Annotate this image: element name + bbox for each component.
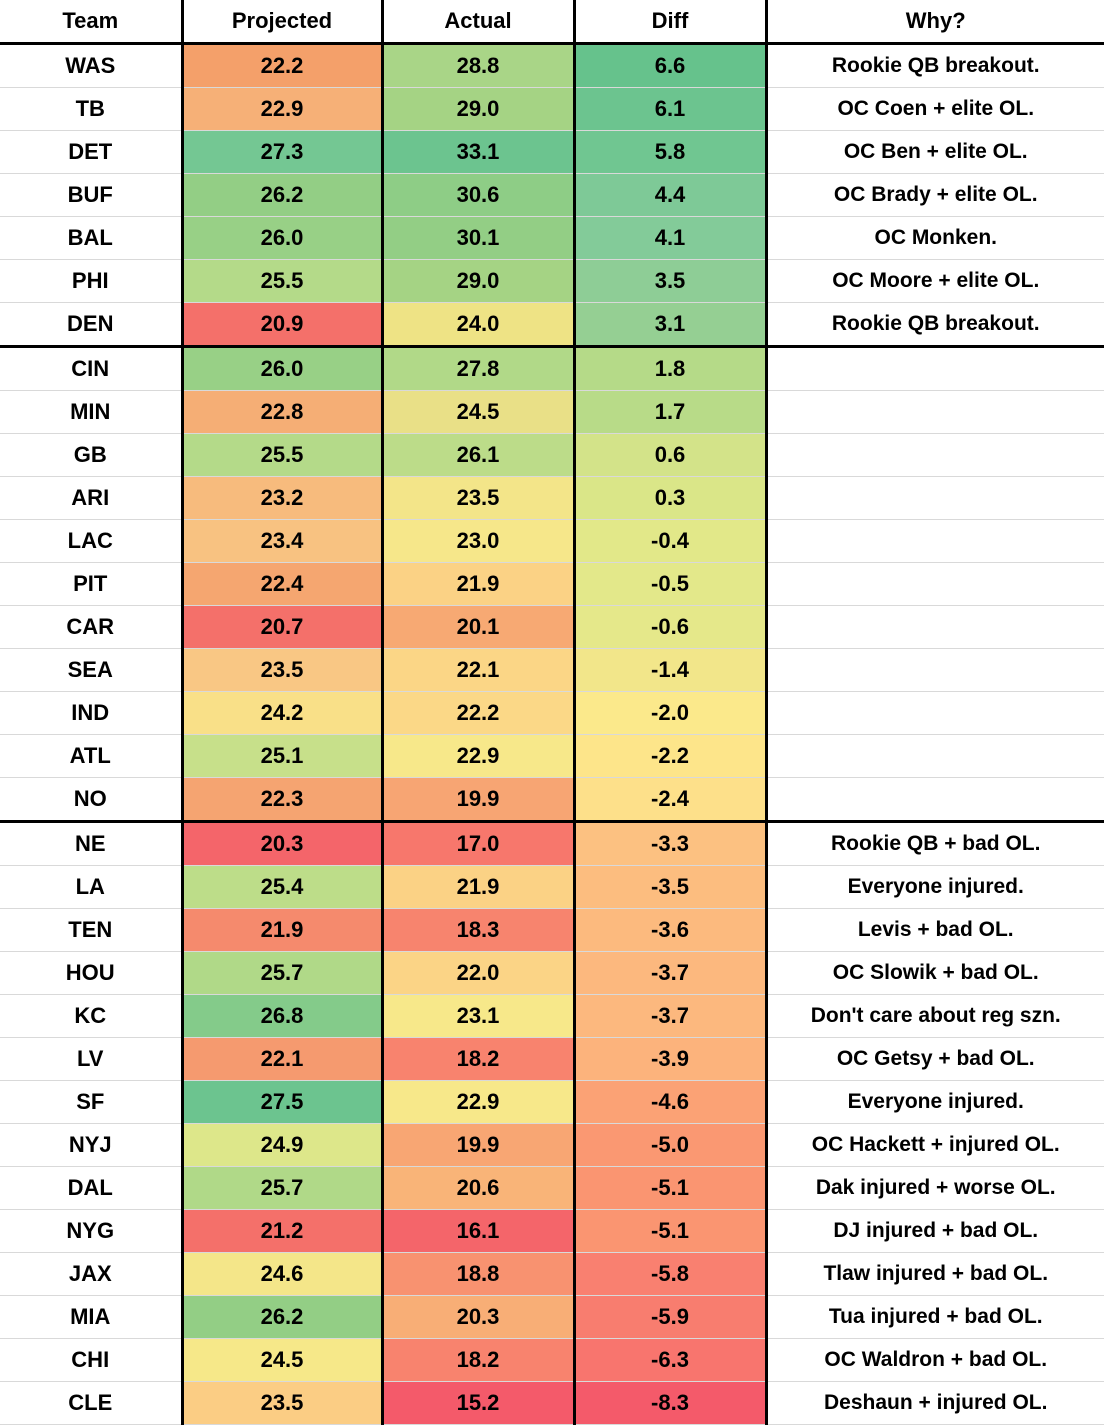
cell-diff: 6.1 — [574, 88, 766, 131]
cell-projected: 25.5 — [182, 260, 382, 303]
cell-team: DEN — [0, 303, 182, 347]
cell-team: SEA — [0, 649, 182, 692]
cell-projected: 22.2 — [182, 44, 382, 88]
cell-actual: 29.0 — [382, 260, 574, 303]
cell-why: OC Ben + elite OL. — [766, 131, 1104, 174]
cell-diff: 0.6 — [574, 434, 766, 477]
cell-actual: 20.1 — [382, 606, 574, 649]
table-row — [0, 303, 1104, 347]
cell-team: BAL — [0, 217, 182, 260]
cell-team: TB — [0, 88, 182, 131]
cell-actual: 18.2 — [382, 1038, 574, 1081]
cell-why: Tua injured + bad OL. — [766, 1296, 1104, 1339]
cell-team: PHI — [0, 260, 182, 303]
cell-diff: 6.6 — [574, 44, 766, 88]
cell-projected: 21.2 — [182, 1210, 382, 1253]
cell-team: WAS — [0, 44, 182, 88]
cell-why — [766, 563, 1104, 606]
cell-projected: 24.2 — [182, 692, 382, 735]
table-row — [0, 391, 1104, 434]
cell-why: Tlaw injured + bad OL. — [766, 1253, 1104, 1296]
column-header-projected[interactable]: Projected — [182, 0, 382, 44]
table-row — [0, 88, 1104, 131]
cell-diff: 3.5 — [574, 260, 766, 303]
cell-projected: 21.9 — [182, 909, 382, 952]
table-row — [0, 735, 1104, 778]
cell-actual: 23.5 — [382, 477, 574, 520]
cell-actual: 19.9 — [382, 778, 574, 822]
cell-why: DJ injured + bad OL. — [766, 1210, 1104, 1253]
cell-why: Don't care about reg szn. — [766, 995, 1104, 1038]
cell-why: Dak injured + worse OL. — [766, 1167, 1104, 1210]
cell-actual: 15.2 — [382, 1382, 574, 1425]
cell-actual: 22.9 — [382, 1081, 574, 1124]
cell-projected: 26.8 — [182, 995, 382, 1038]
cell-why: Everyone injured. — [766, 866, 1104, 909]
cell-diff: -5.9 — [574, 1296, 766, 1339]
cell-projected: 27.5 — [182, 1081, 382, 1124]
cell-diff: -2.4 — [574, 778, 766, 822]
table-row — [0, 822, 1104, 866]
table-row — [0, 995, 1104, 1038]
column-header-why[interactable]: Why? — [766, 0, 1104, 44]
cell-why: OC Hackett + injured OL. — [766, 1124, 1104, 1167]
cell-why: OC Brady + elite OL. — [766, 174, 1104, 217]
cell-team: CIN — [0, 347, 182, 391]
cell-projected: 26.0 — [182, 217, 382, 260]
cell-actual: 27.8 — [382, 347, 574, 391]
table-row — [0, 217, 1104, 260]
cell-team: BUF — [0, 174, 182, 217]
cell-projected: 23.4 — [182, 520, 382, 563]
cell-team: NE — [0, 822, 182, 866]
cell-team: TEN — [0, 909, 182, 952]
table-row — [0, 1296, 1104, 1339]
cell-projected: 20.3 — [182, 822, 382, 866]
table-row — [0, 131, 1104, 174]
cell-team: NYG — [0, 1210, 182, 1253]
table-row — [0, 563, 1104, 606]
cell-diff: -5.1 — [574, 1167, 766, 1210]
cell-why: OC Slowik + bad OL. — [766, 952, 1104, 995]
cell-diff: 4.4 — [574, 174, 766, 217]
column-header-team[interactable]: Team — [0, 0, 182, 44]
cell-diff: -3.7 — [574, 952, 766, 995]
cell-actual: 30.6 — [382, 174, 574, 217]
cell-projected: 22.3 — [182, 778, 382, 822]
cell-team: NYJ — [0, 1124, 182, 1167]
cell-projected: 24.6 — [182, 1253, 382, 1296]
table-row — [0, 347, 1104, 391]
cell-projected: 27.3 — [182, 131, 382, 174]
cell-team: IND — [0, 692, 182, 735]
cell-actual: 22.1 — [382, 649, 574, 692]
table-row — [0, 1339, 1104, 1382]
cell-actual: 33.1 — [382, 131, 574, 174]
table-row — [0, 692, 1104, 735]
cell-why: OC Moore + elite OL. — [766, 260, 1104, 303]
cell-projected: 22.8 — [182, 391, 382, 434]
cell-team: DAL — [0, 1167, 182, 1210]
column-header-actual[interactable]: Actual — [382, 0, 574, 44]
cell-diff: -2.2 — [574, 735, 766, 778]
cell-diff: -5.1 — [574, 1210, 766, 1253]
cell-why — [766, 692, 1104, 735]
cell-actual: 28.8 — [382, 44, 574, 88]
cell-projected: 25.5 — [182, 434, 382, 477]
cell-team: SF — [0, 1081, 182, 1124]
cell-actual: 18.8 — [382, 1253, 574, 1296]
cell-actual: 26.1 — [382, 434, 574, 477]
cell-why: Rookie QB breakout. — [766, 44, 1104, 88]
cell-team: LV — [0, 1038, 182, 1081]
cell-why: Rookie QB breakout. — [766, 303, 1104, 347]
cell-diff: 0.3 — [574, 477, 766, 520]
cell-team: CAR — [0, 606, 182, 649]
table-row — [0, 1167, 1104, 1210]
cell-team: LA — [0, 866, 182, 909]
cell-actual: 24.0 — [382, 303, 574, 347]
cell-team: LAC — [0, 520, 182, 563]
cell-team: DET — [0, 131, 182, 174]
cell-why: OC Coen + elite OL. — [766, 88, 1104, 131]
cell-actual: 16.1 — [382, 1210, 574, 1253]
cell-diff: -3.5 — [574, 866, 766, 909]
table-row — [0, 1253, 1104, 1296]
cell-actual: 22.0 — [382, 952, 574, 995]
cell-diff: -3.3 — [574, 822, 766, 866]
cell-why: Rookie QB + bad OL. — [766, 822, 1104, 866]
table-header-row — [0, 0, 1104, 44]
table-row — [0, 1210, 1104, 1253]
cell-why — [766, 347, 1104, 391]
cell-actual: 19.9 — [382, 1124, 574, 1167]
cell-actual: 30.1 — [382, 217, 574, 260]
table-row — [0, 778, 1104, 822]
cell-actual: 22.2 — [382, 692, 574, 735]
cell-why — [766, 477, 1104, 520]
cell-why — [766, 735, 1104, 778]
cell-diff: -0.4 — [574, 520, 766, 563]
table-row — [0, 434, 1104, 477]
cell-diff: 1.7 — [574, 391, 766, 434]
cell-projected: 23.5 — [182, 649, 382, 692]
cell-actual: 21.9 — [382, 563, 574, 606]
cell-diff: -5.8 — [574, 1253, 766, 1296]
table-row — [0, 866, 1104, 909]
cell-diff: 5.8 — [574, 131, 766, 174]
cell-diff: -4.6 — [574, 1081, 766, 1124]
cell-team: MIN — [0, 391, 182, 434]
cell-actual: 20.6 — [382, 1167, 574, 1210]
cell-projected: 25.1 — [182, 735, 382, 778]
cell-why — [766, 778, 1104, 822]
cell-why: OC Monken. — [766, 217, 1104, 260]
cell-diff: 4.1 — [574, 217, 766, 260]
cell-diff: -3.7 — [574, 995, 766, 1038]
cell-projected: 26.2 — [182, 174, 382, 217]
table-row — [0, 909, 1104, 952]
table-row — [0, 1124, 1104, 1167]
table-row — [0, 44, 1104, 88]
cell-team: ARI — [0, 477, 182, 520]
cell-actual: 17.0 — [382, 822, 574, 866]
cell-why: Levis + bad OL. — [766, 909, 1104, 952]
table-row — [0, 260, 1104, 303]
cell-team: GB — [0, 434, 182, 477]
cell-projected: 25.7 — [182, 952, 382, 995]
cell-team: HOU — [0, 952, 182, 995]
cell-actual: 18.3 — [382, 909, 574, 952]
cell-why — [766, 520, 1104, 563]
cell-projected: 23.5 — [182, 1382, 382, 1425]
cell-team: CHI — [0, 1339, 182, 1382]
cell-team: KC — [0, 995, 182, 1038]
table-row — [0, 520, 1104, 563]
cell-projected: 23.2 — [182, 477, 382, 520]
cell-actual: 21.9 — [382, 866, 574, 909]
cell-projected: 20.7 — [182, 606, 382, 649]
table-row — [0, 1081, 1104, 1124]
cell-projected: 22.9 — [182, 88, 382, 131]
cell-projected: 26.0 — [182, 347, 382, 391]
cell-why: Deshaun + injured OL. — [766, 1382, 1104, 1425]
cell-team: JAX — [0, 1253, 182, 1296]
cell-actual: 18.2 — [382, 1339, 574, 1382]
cell-diff: -2.0 — [574, 692, 766, 735]
table-row — [0, 174, 1104, 217]
table-body — [0, 44, 1104, 1425]
table-row — [0, 1038, 1104, 1081]
table-row — [0, 649, 1104, 692]
cell-diff: -6.3 — [574, 1339, 766, 1382]
cell-why: OC Waldron + bad OL. — [766, 1339, 1104, 1382]
cell-diff: -0.6 — [574, 606, 766, 649]
cell-projected: 22.4 — [182, 563, 382, 606]
cell-why — [766, 434, 1104, 477]
table-row — [0, 477, 1104, 520]
cell-why: Everyone injured. — [766, 1081, 1104, 1124]
cell-why: OC Getsy + bad OL. — [766, 1038, 1104, 1081]
cell-why — [766, 606, 1104, 649]
cell-diff: -8.3 — [574, 1382, 766, 1425]
cell-diff: 3.1 — [574, 303, 766, 347]
cell-projected: 24.5 — [182, 1339, 382, 1382]
cell-diff: 1.8 — [574, 347, 766, 391]
cell-diff: -3.6 — [574, 909, 766, 952]
cell-team: NO — [0, 778, 182, 822]
cell-actual: 24.5 — [382, 391, 574, 434]
cell-projected: 20.9 — [182, 303, 382, 347]
cell-team: CLE — [0, 1382, 182, 1425]
table-row — [0, 952, 1104, 995]
cell-actual: 29.0 — [382, 88, 574, 131]
cell-actual: 23.0 — [382, 520, 574, 563]
cell-projected: 24.9 — [182, 1124, 382, 1167]
cell-team: MIA — [0, 1296, 182, 1339]
cell-actual: 20.3 — [382, 1296, 574, 1339]
cell-why — [766, 649, 1104, 692]
cell-diff: -0.5 — [574, 563, 766, 606]
cell-team: PIT — [0, 563, 182, 606]
cell-why — [766, 391, 1104, 434]
cell-projected: 25.4 — [182, 866, 382, 909]
cell-diff: -5.0 — [574, 1124, 766, 1167]
cell-projected: 22.1 — [182, 1038, 382, 1081]
cell-projected: 26.2 — [182, 1296, 382, 1339]
cell-actual: 22.9 — [382, 735, 574, 778]
cell-diff: -1.4 — [574, 649, 766, 692]
cell-team: ATL — [0, 735, 182, 778]
column-header-diff[interactable]: Diff — [574, 0, 766, 44]
table-row — [0, 606, 1104, 649]
cell-projected: 25.7 — [182, 1167, 382, 1210]
cell-diff: -3.9 — [574, 1038, 766, 1081]
cell-actual: 23.1 — [382, 995, 574, 1038]
